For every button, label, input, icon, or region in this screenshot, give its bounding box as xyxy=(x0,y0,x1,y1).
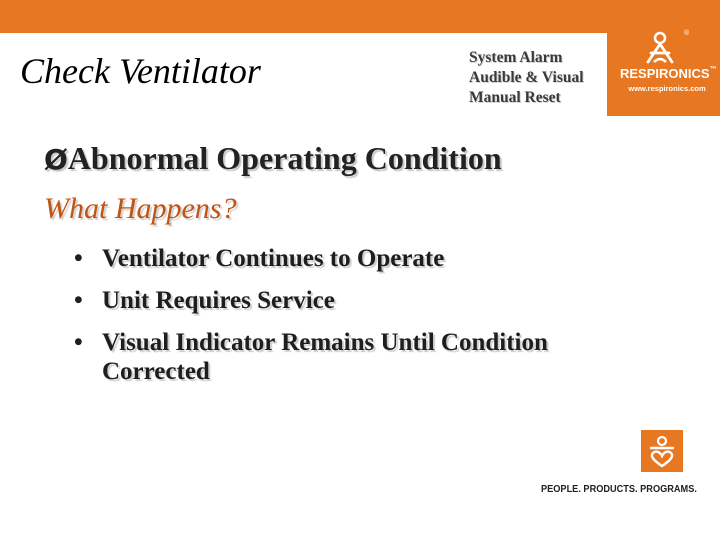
logo-wordmark xyxy=(620,66,717,81)
section-heading-text: Abnormal Operating Condition xyxy=(67,140,502,176)
list-item xyxy=(74,286,562,315)
registered-mark: ® xyxy=(684,30,690,37)
bullet-text: Unit Requires Service xyxy=(102,287,335,314)
bullet-list xyxy=(74,244,562,399)
logo-url: www.respironics.com xyxy=(628,84,706,93)
bullet-text: Ventilator Continues to Operate xyxy=(102,245,445,272)
list-item xyxy=(74,328,562,386)
logo-name-text: RESPIRONICS xyxy=(620,66,710,81)
bullet-icon: • xyxy=(74,245,83,272)
alarm-line-audible: Audible & Visual xyxy=(469,69,584,86)
bullet-icon: • xyxy=(74,287,83,314)
respironics-figure-icon xyxy=(640,29,680,65)
alarm-line-system: System Alarm xyxy=(469,49,563,66)
arrow-bullet-icon: Ø xyxy=(44,143,68,176)
bullet-icon: • xyxy=(74,329,83,356)
respironics-heart-icon xyxy=(641,430,683,472)
footer-tagline: PEOPLE. PRODUCTS. PROGRAMS. xyxy=(541,484,697,495)
bullet-text: Visual Indicator Remains Until Condition Corrected xyxy=(102,329,548,385)
section-heading xyxy=(44,140,502,177)
alarm-line-reset: Manual Reset xyxy=(469,89,561,106)
trademark: ™ xyxy=(709,66,717,73)
slide-title: Check Ventilator xyxy=(20,51,261,91)
heart-logo-icon xyxy=(641,430,683,472)
list-item xyxy=(74,244,562,273)
alarm-info xyxy=(469,48,584,108)
section-subheading: What Happens? xyxy=(44,192,237,225)
